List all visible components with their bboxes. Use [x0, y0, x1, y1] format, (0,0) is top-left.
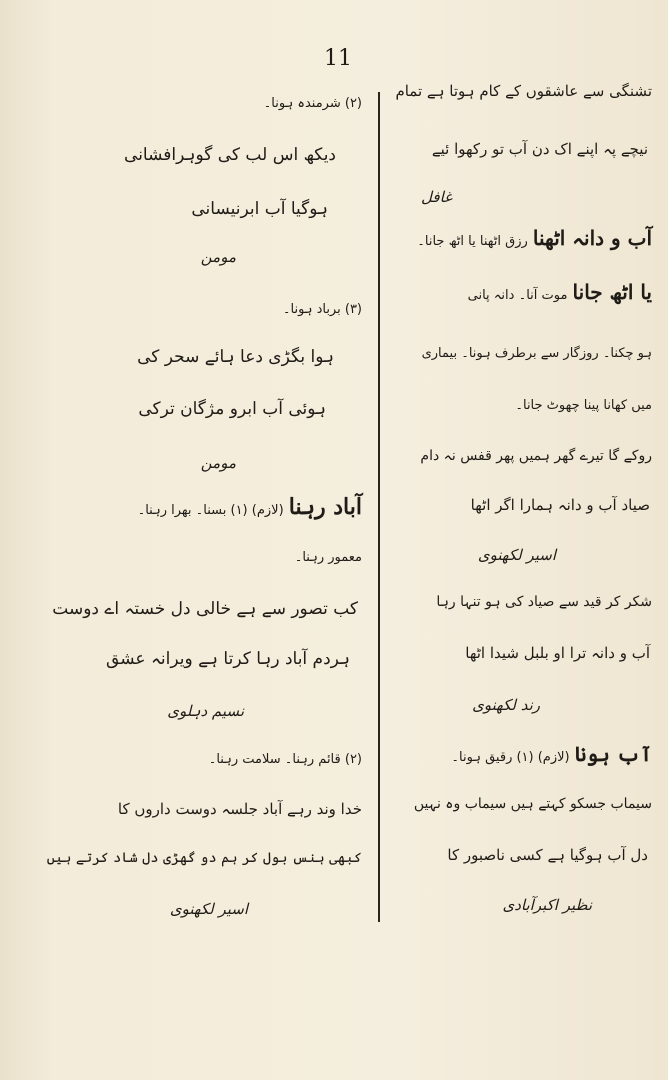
verse-line: روکے گا تیرے گھر ہمیں پھر قفس نہ دام: [420, 448, 652, 464]
verse-line: تشنگی سے عاشقوں کے کام ہوتا ہے تمام: [395, 82, 652, 100]
poet-name: غافل: [421, 188, 452, 206]
verse-line: ہوا بگڑی دعا ہائے سحر کی: [137, 347, 334, 367]
verse-line: دیکھ اس لب کی گوہرافشانی: [124, 145, 336, 165]
entry-headword: آباد رہنا: [288, 494, 362, 520]
verse-line: کب تصور سے ہے خالی دل خستہ اے دوست: [52, 599, 358, 619]
verse-line: ہوگیا آب ابرنیسانی: [191, 199, 328, 219]
entry-definition: (لازم) (۱) بسنا۔ بھرا رہنا۔: [137, 503, 284, 518]
poet-name: مومن: [200, 248, 236, 266]
page-number: 11: [324, 46, 352, 71]
entry-headword: آب و دانہ اٹھنا: [532, 226, 652, 250]
entry-definition: موت آنا۔ دانہ پانی: [467, 288, 568, 303]
verse-line: نیچے پہ اپنے اک دن آب تو رکھوا ئیے: [431, 140, 648, 158]
verse-line: ہردم آباد رہا کرتا ہے ویرانہ عشق: [106, 649, 350, 669]
poet-name: رند لکھنوی: [472, 696, 540, 714]
sense-label: (۳) برباد ہونا۔: [282, 302, 362, 317]
entry-line: [468, 280, 652, 304]
poet-name: مومن: [200, 454, 236, 472]
entry-line: [417, 226, 652, 250]
entry-line: [138, 494, 362, 520]
poet-name: اسیر لکھنوی: [169, 900, 248, 918]
column-divider: [378, 92, 380, 922]
verse-line: دل آب ہوگیا ہے کسی ناصبور کا: [447, 846, 648, 864]
entry-headword: آب ہونا: [574, 742, 652, 766]
entry-definition: (لازم) (۱) رقیق ہونا۔: [451, 750, 570, 765]
sense-label: (۲) شرمندہ ہونا۔: [263, 96, 362, 111]
entry-definition: ہو چکنا۔ روزگار سے برطرف ہونا۔ بیماری: [421, 346, 652, 361]
verse-line: آب و دانہ ترا او بلبل شیدا اٹھا: [465, 644, 650, 662]
poet-name: نسیم دہلوی: [167, 702, 244, 720]
entry-line: [451, 742, 652, 766]
verse-line: سیماب جسکو کہتے ہیں سیماب وہ نہیں: [413, 796, 652, 812]
entry-headword: یا اٹھ جانا: [572, 280, 652, 304]
verse-line: صیاد آب و دانہ ہمارا اگر اٹھا: [470, 496, 650, 514]
sense-label: (۲) قائم رہنا۔ سلامت رہنا۔: [208, 752, 362, 767]
verse-line: شکر کر قید سے صیاد کی ہو تنہا رہا: [436, 594, 652, 610]
entry-definition: معمور رہنا۔: [294, 550, 362, 565]
verse-line: ہوئی آب ابرو مژگان ترکی: [138, 399, 326, 419]
verse-line: خدا وند رہے آباد جلسہ دوست داروں کا: [117, 800, 362, 818]
verse-line: کبھی ہنس بول کر ہم دو گھڑی دل شاد کرتے ہیں: [46, 850, 362, 866]
entry-definition: رزق اٹھنا یا اٹھ جانا۔: [417, 234, 528, 249]
entry-definition: میں کھانا پینا چھوٹ جانا۔: [515, 398, 652, 413]
poet-name: اسیر لکھنوی: [477, 546, 556, 564]
poet-name: نظیر اکبرآبادی: [502, 896, 592, 914]
